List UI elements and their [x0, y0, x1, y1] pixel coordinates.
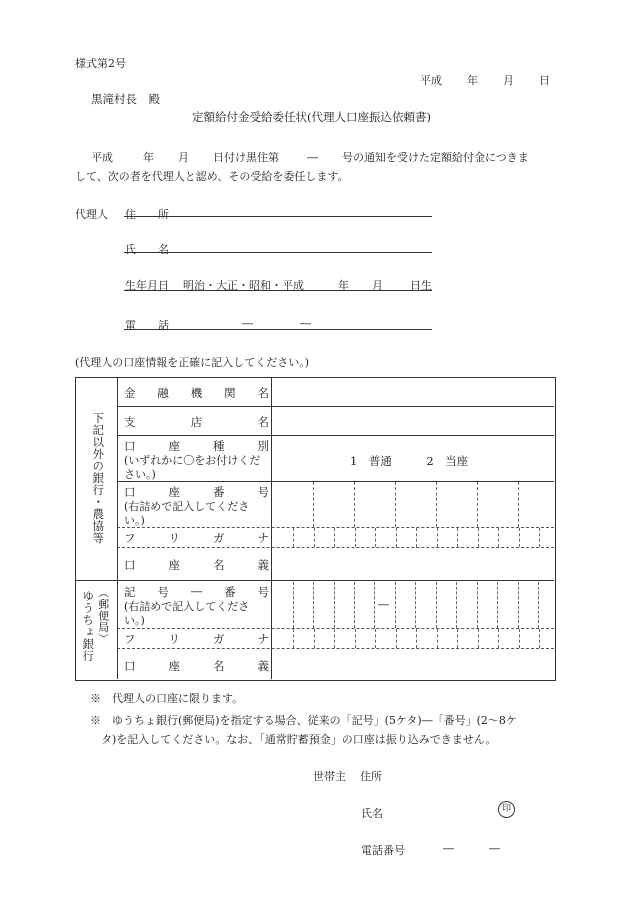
householder-phone-dash-2: ―	[489, 842, 500, 855]
agent-phone-dash-1: ―	[242, 317, 253, 330]
body-year: 年	[143, 151, 154, 164]
agent-address-line[interactable]	[124, 216, 432, 217]
row-line	[117, 435, 554, 436]
addressee: 黒滝村長 殿	[91, 92, 160, 106]
furigana-text: フ リ ガ ナ	[124, 632, 269, 646]
householder-phone-label: 電話番号	[361, 844, 405, 857]
account-number-note: (右詰めで記入してください。)	[124, 500, 250, 527]
account-number-input[interactable]	[272, 482, 554, 527]
householder-phone-dash-1: ―	[443, 842, 454, 855]
body-notice-ref: 日付け黒住第	[213, 151, 279, 164]
symbol-number-input[interactable]	[272, 582, 554, 628]
branch-text: 支 店 名	[124, 415, 269, 429]
yucho-furigana-input[interactable]	[272, 629, 554, 648]
account-type-label	[124, 438, 269, 482]
holder-name-label	[124, 557, 269, 573]
agent-label: 代理人	[75, 208, 108, 221]
form-number: 様式第2号	[75, 57, 126, 70]
label-column-border	[117, 378, 118, 679]
yucho-furigana-label	[124, 631, 269, 647]
branch-input[interactable]	[272, 407, 554, 435]
holder-name-text: 口 座 名 義	[124, 558, 269, 572]
yucho-holder-name-label	[124, 658, 269, 674]
body-month: 月	[178, 151, 189, 164]
householder-address-label: 住所	[360, 770, 382, 783]
date-month: 月	[503, 74, 514, 87]
account-type-options[interactable]: 1 普通 2 当座	[350, 454, 469, 468]
body-dash: ―	[307, 151, 318, 164]
body-line-2: して、次の者を代理人と認め、その受給を委任します。	[75, 170, 349, 183]
page-title: 定額給付金受給委任状(代理人口座振込依頼書)	[192, 110, 431, 124]
holder-name-input[interactable]	[272, 548, 554, 580]
householder-name-label: 氏名	[361, 807, 383, 820]
note-2-cont: タ)を記入してください。なお、「通常貯蓄預金」の口座は振り込みできません。	[101, 733, 497, 746]
agent-birth-label: 生年月日	[125, 279, 169, 292]
symbol-number-label	[124, 584, 269, 628]
agent-phone-label: 電 話	[125, 319, 169, 332]
date-day: 日	[539, 74, 550, 87]
date-era: 平成	[420, 74, 442, 87]
date-year: 年	[467, 74, 478, 87]
note-1: ※ 代理人の口座に限ります。	[90, 692, 244, 705]
householder-label: 世帯主	[313, 770, 346, 783]
section-other-banks-label: 下記以外の銀行・農協等	[91, 412, 106, 544]
agent-birth-day: 日生	[410, 279, 432, 292]
symbol-number-text: 記 号 ― 番 号	[124, 584, 269, 599]
agent-phone-line[interactable]	[124, 329, 432, 330]
note-2: ※ ゆうちょ銀行(郵便局)を指定する場合、従来の「記号」(5ケタ)―「番号」(2〜8ケ	[90, 714, 517, 727]
furigana-label	[124, 530, 269, 546]
seal-icon: 印	[498, 801, 515, 818]
body-line-1	[91, 149, 529, 165]
account-type-note: (いずれかに〇をお付けください。)	[124, 454, 261, 481]
branch-label	[124, 414, 269, 430]
section-yucho-label: ゆうちょ銀行	[81, 590, 96, 662]
body-era: 平成	[91, 151, 113, 164]
account-type-text: 口 座 種 別	[124, 439, 269, 453]
agent-birth-month: 月	[372, 279, 383, 292]
institution-input[interactable]	[272, 379, 554, 406]
furigana-input[interactable]	[272, 528, 554, 547]
bank-info-note: (代理人の口座情報を正確に記入してください。)	[75, 356, 310, 369]
agent-birth-year: 年	[338, 279, 349, 292]
date-line	[420, 72, 550, 88]
section-divider	[76, 580, 554, 581]
agent-birth-eras: 明治・大正・昭和・平成	[183, 279, 304, 292]
symbol-number-note: (右詰めで記入してください。)	[124, 600, 250, 627]
furigana-text: フ リ ガ ナ	[124, 531, 269, 545]
institution-text: 金 融 機 関 名	[124, 386, 269, 400]
agent-birth-line[interactable]	[124, 290, 432, 291]
account-number-text: 口 座 番 号	[124, 485, 269, 499]
yucho-holder-name-input[interactable]	[272, 649, 554, 679]
agent-name-line[interactable]	[124, 252, 432, 253]
account-number-label	[124, 484, 269, 528]
holder-name-text: 口 座 名 義	[124, 659, 269, 673]
institution-label	[124, 385, 269, 401]
agent-name-label: 氏 名	[125, 243, 169, 256]
agent-phone-dash-2: ―	[300, 317, 311, 330]
agent-address-label: 住 所	[125, 208, 169, 221]
section-yucho-sublabel: （郵便局）	[96, 587, 110, 645]
body-text-tail: 号の通知を受けた定額給付金につきま	[342, 151, 529, 164]
bank-account-table	[75, 377, 556, 681]
symbol-dash: ―	[378, 598, 389, 611]
